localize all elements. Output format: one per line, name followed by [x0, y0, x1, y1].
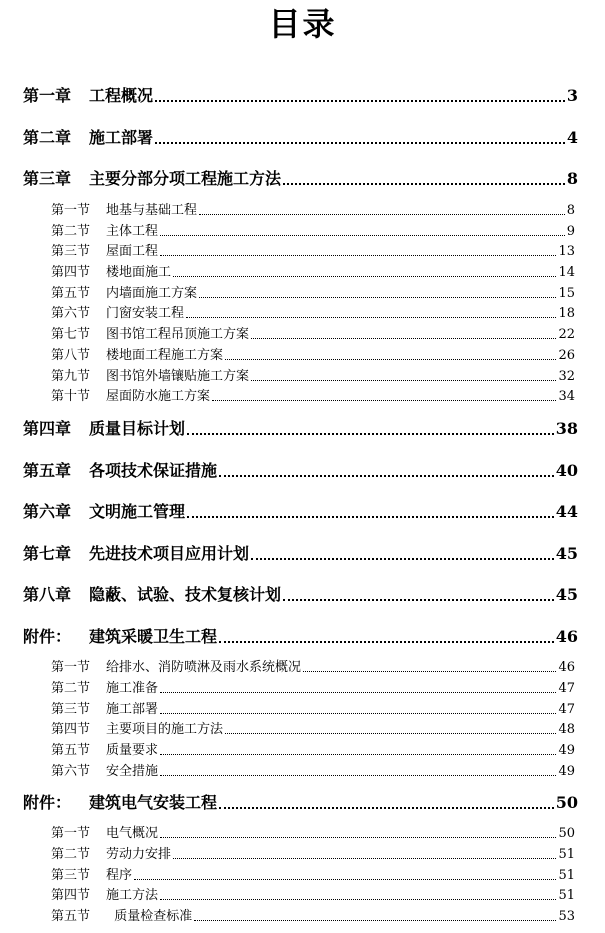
section-number: 第五节	[51, 909, 91, 924]
section-title: 主体工程	[106, 224, 159, 239]
section-title: 楼地面施工	[106, 265, 172, 280]
section-title: 图书馆工程吊顶施工方案	[106, 327, 250, 342]
page-title: 目录	[268, 5, 337, 43]
section-number: 第四节	[51, 265, 91, 280]
section-page-number: 13	[558, 244, 575, 259]
section-page-number: 46	[558, 660, 575, 675]
section-page-number: 51	[558, 868, 575, 883]
dot-leader	[225, 358, 556, 360]
dot-leader	[160, 712, 556, 714]
section-title: 安全措施	[106, 764, 159, 779]
chapter-title: 各项技术保证措施	[89, 461, 218, 480]
toc-section-entry[interactable]	[51, 199, 575, 219]
toc-chapter-entry[interactable]	[23, 125, 578, 149]
toc-section-entry[interactable]	[51, 220, 575, 240]
dot-leader	[160, 753, 556, 755]
dot-leader	[173, 275, 556, 277]
toc-chapter-entry[interactable]	[23, 541, 578, 565]
dot-leader	[225, 732, 556, 734]
section-number: 第一节	[51, 203, 91, 218]
toc-section-entry[interactable]	[51, 718, 575, 738]
toc-section-entry[interactable]	[51, 739, 575, 759]
chapter-title: 施工部署	[89, 128, 154, 147]
toc-chapter-entry[interactable]	[23, 416, 578, 440]
toc-appendix-entry[interactable]	[23, 624, 578, 648]
chapter-page-number: 38	[555, 419, 578, 438]
dot-leader	[251, 337, 556, 339]
section-title: 电气概况	[106, 826, 159, 841]
toc-chapter-entry[interactable]	[23, 582, 578, 606]
chapter-number: 附件：	[23, 627, 72, 646]
dot-leader	[199, 213, 565, 215]
section-page-number: 26	[558, 348, 575, 363]
chapter-page-number: 45	[555, 585, 578, 604]
dot-leader	[160, 898, 556, 900]
section-number: 第二节	[51, 224, 91, 239]
section-page-number: 51	[558, 888, 575, 903]
chapter-page-number: 45	[555, 544, 578, 563]
section-title: 图书馆外墙镶贴施工方案	[106, 369, 250, 384]
toc-section-entry[interactable]	[51, 385, 575, 405]
section-title: 施工方法	[106, 888, 159, 903]
section-number: 第三节	[51, 702, 91, 717]
toc-section-entry[interactable]	[51, 302, 575, 322]
section-page-number: 18	[558, 306, 575, 321]
chapter-title: 建筑电气安装工程	[89, 793, 218, 812]
dot-leader	[283, 598, 554, 601]
section-number: 第三节	[51, 868, 91, 883]
section-number: 第五节	[51, 286, 91, 301]
chapter-page-number: 3	[566, 86, 578, 105]
section-title: 质量要求	[106, 743, 159, 758]
dot-leader	[219, 806, 554, 809]
dot-leader	[160, 836, 556, 838]
section-title: 程序	[106, 868, 133, 883]
section-number: 第四节	[51, 722, 91, 737]
toc-appendix-entry[interactable]	[23, 790, 578, 814]
toc-section-entry[interactable]	[51, 864, 575, 884]
section-page-number: 8	[566, 203, 575, 218]
section-number: 第五节	[51, 743, 91, 758]
toc-section-entry[interactable]	[51, 261, 575, 281]
chapter-number: 附件：	[23, 793, 72, 812]
dot-leader	[160, 254, 556, 256]
toc-chapter-entry[interactable]	[23, 83, 578, 107]
chapter-page-number: 46	[555, 627, 578, 646]
chapter-title: 文明施工管理	[89, 502, 186, 521]
dot-leader	[160, 234, 565, 236]
chapter-title: 主要分部分项工程施工方法	[89, 169, 282, 188]
chapter-title: 隐蔽、试验、技术复核计划	[89, 585, 282, 604]
section-page-number: 15	[558, 286, 575, 301]
toc-section-entry[interactable]	[51, 905, 575, 925]
toc-section-entry[interactable]	[51, 884, 575, 904]
section-title: 内墙面施工方案	[106, 286, 198, 301]
section-number: 第六节	[51, 764, 91, 779]
chapter-number: 第六章	[23, 502, 72, 521]
dot-leader	[187, 515, 554, 518]
toc-section-entry[interactable]	[51, 240, 575, 260]
section-number: 第二节	[51, 681, 91, 696]
toc-section-entry[interactable]	[51, 760, 575, 780]
toc-section-entry[interactable]	[51, 822, 575, 842]
toc-section-entry[interactable]	[51, 656, 575, 676]
section-number: 第二节	[51, 847, 91, 862]
chapter-page-number: 8	[566, 169, 578, 188]
chapter-title: 建筑采暖卫生工程	[89, 627, 218, 646]
section-number: 第三节	[51, 244, 91, 259]
chapter-page-number: 4	[566, 128, 578, 147]
section-title: 楼地面工程施工方案	[106, 348, 224, 363]
toc-section-entry[interactable]	[51, 282, 575, 302]
toc-chapter-entry[interactable]	[23, 458, 578, 482]
section-title: 给排水、消防喷淋及雨水系统概况	[106, 660, 302, 675]
section-title: 劳动力安排	[106, 847, 172, 862]
dot-leader	[199, 296, 556, 298]
chapter-title: 工程概况	[89, 86, 154, 105]
section-page-number: 51	[558, 847, 575, 862]
dot-leader	[251, 557, 554, 560]
section-number: 第一节	[51, 826, 91, 841]
dot-leader	[155, 141, 565, 144]
section-number: 第九节	[51, 369, 91, 384]
chapter-title: 先进技术项目应用计划	[89, 544, 250, 563]
dot-leader	[186, 316, 556, 318]
toc-chapter-entry[interactable]	[23, 499, 578, 523]
section-page-number: 34	[558, 389, 575, 404]
section-number: 第十节	[51, 389, 91, 404]
dot-leader	[219, 640, 554, 643]
toc-chapter-entry[interactable]	[23, 166, 578, 190]
section-page-number: 50	[558, 826, 575, 841]
toc-section-entry[interactable]	[51, 843, 575, 863]
dot-leader	[283, 182, 565, 185]
dot-leader	[160, 691, 556, 693]
section-number: 第七节	[51, 327, 91, 342]
dot-leader	[303, 670, 556, 672]
section-page-number: 22	[558, 327, 575, 342]
toc-section-entry[interactable]	[51, 344, 575, 364]
chapter-number: 第七章	[23, 544, 72, 563]
dot-leader	[187, 432, 554, 435]
dot-leader	[155, 99, 565, 102]
section-number: 第一节	[51, 660, 91, 675]
section-title: 屋面工程	[106, 244, 159, 259]
chapter-number: 第三章	[23, 169, 72, 188]
dot-leader	[173, 857, 556, 859]
dot-leader	[219, 474, 554, 477]
section-title: 施工准备	[106, 681, 159, 696]
section-page-number: 32	[558, 369, 575, 384]
section-title: 地基与基础工程	[106, 203, 198, 218]
section-page-number: 47	[558, 702, 575, 717]
chapter-number: 第四章	[23, 419, 72, 438]
section-page-number: 53	[558, 909, 575, 924]
chapter-page-number: 40	[555, 461, 578, 480]
chapter-number: 第二章	[23, 128, 72, 147]
section-number: 第八节	[51, 348, 91, 363]
section-title: 门窗安装工程	[106, 306, 185, 321]
dot-leader	[212, 399, 556, 401]
section-page-number: 14	[558, 265, 575, 280]
section-title: 质量检查标准	[106, 909, 193, 924]
dot-leader	[134, 878, 556, 880]
section-title: 屋面防水施工方案	[106, 389, 211, 404]
section-page-number: 9	[566, 224, 575, 239]
toc-section-entry[interactable]	[51, 677, 575, 697]
section-page-number: 47	[558, 681, 575, 696]
chapter-page-number: 44	[555, 502, 578, 521]
section-page-number: 48	[558, 722, 575, 737]
chapter-number: 第八章	[23, 585, 72, 604]
dot-leader	[194, 919, 556, 921]
chapter-page-number: 50	[555, 793, 578, 812]
dot-leader	[251, 379, 556, 381]
chapter-number: 第五章	[23, 461, 72, 480]
chapter-title: 质量目标计划	[89, 419, 186, 438]
section-page-number: 49	[558, 764, 575, 779]
toc-section-entry[interactable]	[51, 698, 575, 718]
section-number: 第四节	[51, 888, 91, 903]
dot-leader	[160, 774, 556, 776]
section-number: 第六节	[51, 306, 91, 321]
toc-section-entry[interactable]	[51, 365, 575, 385]
section-title: 主要项目的施工方法	[106, 722, 224, 737]
chapter-number: 第一章	[23, 86, 72, 105]
section-page-number: 49	[558, 743, 575, 758]
toc-section-entry[interactable]	[51, 323, 575, 343]
section-title: 施工部署	[106, 702, 159, 717]
